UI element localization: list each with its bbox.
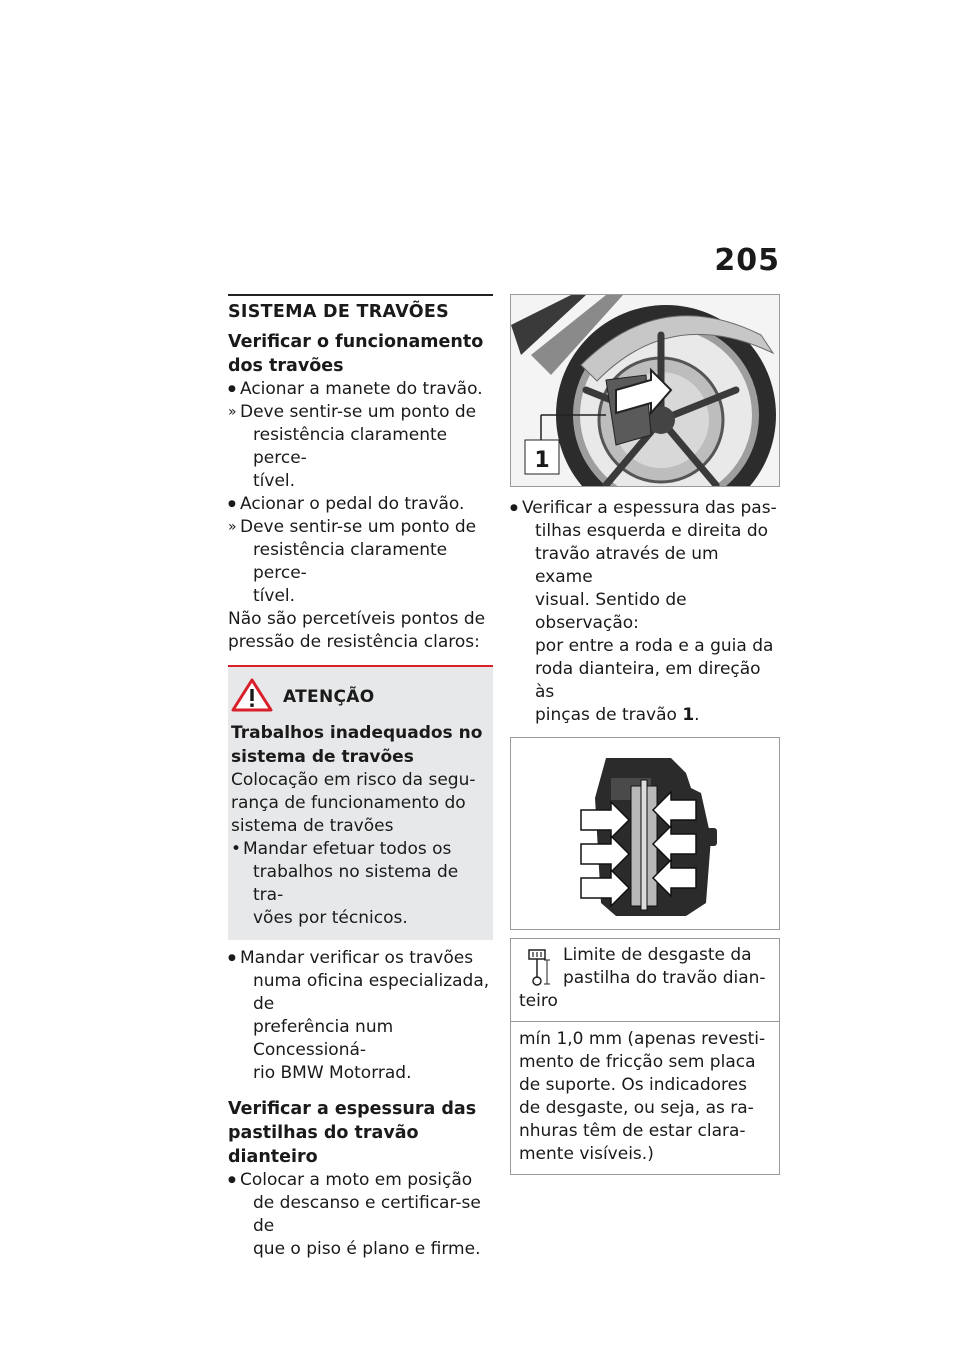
result-item xyxy=(228,516,493,608)
warning-triangle-icon xyxy=(231,678,273,716)
subheading-pad-thickness: Verificar a espessura das pastilhas do travão dianteiro xyxy=(228,1099,477,1167)
page-number: 205 xyxy=(714,243,780,278)
result-item xyxy=(228,401,493,493)
figure-reference: 1 xyxy=(682,705,695,725)
right-column xyxy=(510,294,780,1175)
result-text: resistência claramente perce- xyxy=(253,540,448,583)
section-title: SISTEMA DE TRAVÕES xyxy=(228,302,450,322)
front-wheel-brake-figure xyxy=(510,294,780,487)
figure-callout-1: 1 xyxy=(534,448,550,473)
result-text: tível. xyxy=(253,586,296,606)
step-text: preferência num Concessioná- xyxy=(253,1017,394,1060)
brake-pad-wear-icon xyxy=(519,948,555,988)
step-text: que o piso é plano e firme. xyxy=(253,1239,481,1259)
step-bullet xyxy=(228,1169,493,1261)
warning-consequence: Colocação em risco da segu-rança de funcionamento do sistema de travões xyxy=(231,770,476,836)
wear-limit-header xyxy=(511,939,779,1022)
step-text: Colocar a moto em posição xyxy=(240,1170,473,1190)
step-text: Mandar verificar os travões xyxy=(240,948,474,968)
left-column xyxy=(228,294,493,1261)
step-text: de descanso e certificar-se de xyxy=(253,1193,481,1236)
section-rule xyxy=(228,294,493,296)
step-text: numa oficina especializada, de xyxy=(253,971,490,1014)
step-text: . xyxy=(694,705,700,725)
warning-measure xyxy=(231,838,485,930)
step-text: tilhas esquerda e direita do xyxy=(535,521,769,541)
step-text: visual. Sentido de observação: xyxy=(535,590,687,633)
step-text: Acionar a manete do travão. xyxy=(240,379,483,399)
step-text: Verificar a espessura das pas- xyxy=(522,498,777,518)
step-text: rio BMW Motorrad. xyxy=(253,1063,412,1083)
condition-text: Não são percetíveis pontos de pressão de resistência claros: xyxy=(228,609,486,652)
wear-limit-value: mín 1,0 mm (apenas revesti-mento de fricção sem placa de suporte. Os indicadores de desgaste, ou seja, as ra-nhuras têm de estar clara-mente visíveis.) xyxy=(519,1029,766,1164)
warning-box xyxy=(228,665,493,940)
result-text: Deve sentir-se um ponto de xyxy=(240,402,477,422)
warning-measure-text: vões por técnicos. xyxy=(253,908,408,928)
result-text: resistência claramente perce- xyxy=(253,425,448,468)
step-text: pinças de travão xyxy=(535,705,677,725)
step-text: travão através de um exame xyxy=(535,544,719,587)
result-text: tível. xyxy=(253,471,296,491)
front-wheel-illustration xyxy=(511,295,780,487)
step-text: por entre a roda e a guia da xyxy=(535,636,774,656)
warning-header xyxy=(231,677,485,717)
warning-measure-text: Mandar efetuar todos os xyxy=(243,839,452,859)
brake-caliper-figure xyxy=(510,737,780,930)
wear-limit-title: Limite de desgaste da pastilha do travão dian-teiro xyxy=(519,945,766,1011)
step-bullet xyxy=(228,493,493,516)
warning-title: ATENÇÃO xyxy=(283,687,375,707)
step-text: roda dianteira, em direção às xyxy=(535,659,761,702)
result-text: Deve sentir-se um ponto de xyxy=(240,517,477,537)
caliper-illustration xyxy=(511,738,780,930)
wear-limit-table xyxy=(510,938,780,1175)
step-bullet xyxy=(228,947,493,1085)
step-bullet xyxy=(228,378,493,401)
step-bullet xyxy=(510,497,780,727)
warning-measure-text: trabalhos no sistema de tra- xyxy=(253,862,459,905)
step-text-last xyxy=(522,704,780,727)
subheading-brake-function: Verificar o funcionamento dos travões xyxy=(228,332,484,376)
step-text: Acionar o pedal do travão. xyxy=(240,494,465,514)
warning-hazard: Trabalhos inadequados no sistema de travões xyxy=(231,723,483,767)
